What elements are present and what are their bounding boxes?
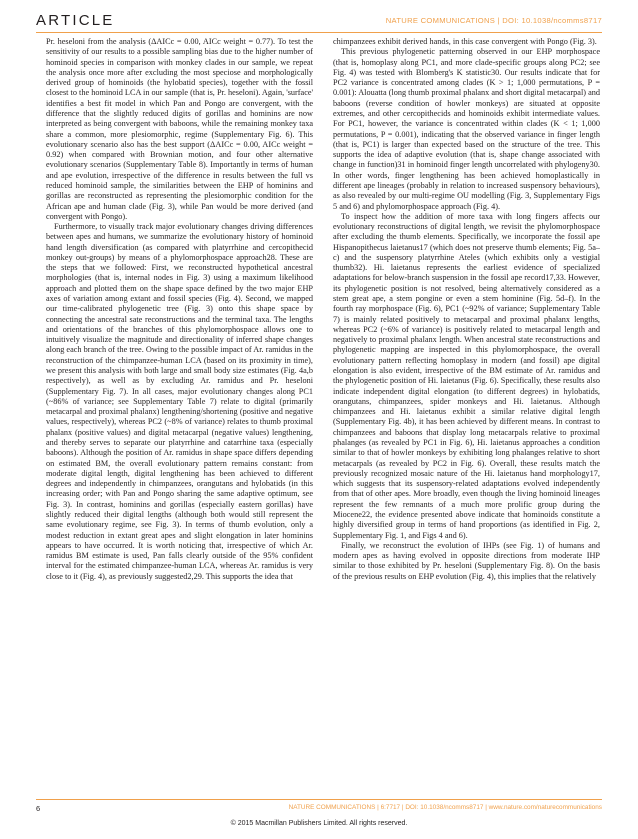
header-journal-ref: NATURE COMMUNICATIONS | DOI: 10.1038/ncomms8717 [385, 16, 602, 25]
left-column [46, 37, 313, 795]
body-columns [46, 37, 600, 795]
right-column [333, 37, 600, 795]
paragraph: This previous phylogenetic patterning observed in our EHP morphospace (that is, homoplasy along PC1, and more clade-specific groups along PC2; see Fig. 4) was tested with Blomberg's K statistic30. Our results indicate that for PC2 variance is concentrated among clades (K > 1; 1,000 permutations, P = 0.001): Alouatta (long thumb proximal phalanx and short digital metacarpal) and baboons (reverse condition of howler monkeys) are situated at opposite extremes, and other cercopithecids and hominoids exhibit intermediate values. For PC1, however, the variance is concentrated within clades (K < 1; 1,000 permutations, P = 0.001), indicating that the observed variance in finger length (that is, PC1) is larger than expected based on the structure of the tree. This supports the idea of adaptive evolution (that is, shape change associated with change in function)31 in hominoid finger length uncorrelated with phylogeny30. In other words, finger lengthening has been achieved homoplastically in different ape lineages (probably in relation to increased suspensory behaviours), as also revealed by our multi-regime OU modelling (Fig. 3, Supplementary Figs 5 and 6) and phylomorphospace approach (Fig. 4). [333, 47, 600, 211]
page-number: 6 [36, 804, 41, 813]
paragraph: To inspect how the addition of more taxa with long fingers affects our evolutionary reconstructions of digital length, we revisit the phylomorphospace after excluding the thumb elements. Specifically, we incorporate the fossil ape Hispanopithecus laietanus17 (which does not preserve thumb elements; Fig. 5a–c) and the suspensory platyrrhine Ateles (which exhibits only a vestigial thumb32). Hi. laietanus represents the earliest evidence of specialized adaptations for below-branch suspension in the fossil ape record17,33. However, its phylogenetic position is not resolved, being alternatively considered as a stem great ape, a stem pongine or even a stem hominine (Fig. 5d–f). In the fourth ray morphospace (Fig. 6), PC1 (~92% of variance; Supplementary Table 7) is mainly related positively to metacarpal and proximal phalanx lengths, whereas PC2 (~6% of variance) is positively related to metacarpal length and negatively to proximal phalanx length. When ancestral state reconstructions and phylogenetic mapping are inspected in this phylomorphospace, the overall evolutionary pattern reflecting homoplasy in modern (and fossil) ape digital elongation is also evident, irrespective of the BM estimate of Ar. ramidus and the phylogenetic position of Hi. laietanus (Fig. 6). Specifically, these results also indicate independent digital elongation (to different degrees) in hylobatids, orangutans, chimpanzees, spider monkeys and Hi. laietanus. Although chimpanzees and Hi. laietanus exhibit a similar relative digital length (Supplementary Fig. 4b), it has been achieved by different means. In contrast to chimpanzees and baboons that display long metacarpals relative to proximal phalanges (as revealed by PC1 in Fig. 6), Hi. laietanus approaches a condition similar to that of howler monkeys by exhibiting long phalanges relative to short metacarpals (as revealed by PC2 in Fig. 6). Overall, these results match the previously recognized mosaic nature of the Hi. laietanus hand morphology17, which suggests that its suspensory-related adaptations evolved independently from that of other apes. More broadly, even though the living hominoid lineages represent the few remnants of a much more prolific group during the Miocene22, the evidence presented above indicate that hominoids constitute a highly diversified group in terms of hand proportions (as identified in Fig. 2, Supplementary Fig. 1, and Figs 4 and 6). [333, 211, 600, 540]
copyright-notice: © 2015 Macmillan Publishers Limited. All rights reserved. [230, 820, 408, 827]
header-rule [36, 32, 602, 33]
footer-journal-ref: NATURE COMMUNICATIONS | 6:7717 | DOI: 10.1038/ncomms8717 | www.nature.com/naturecommunications [288, 804, 602, 811]
paragraph: Pr. heseloni from the analysis (ΔAICc = 0.00, AICc weight = 0.77). To test the sensitivity of our results to a possible sampling bias due to the higher number of hominoid species in comparison with monkey clades in our sample, we repeat the analysis once more after excluding the most speciose and morphologically derived group of hominoids (the hylobatid species), together with the fossil closest to the hominoid LCA in our sample (that is, Pr. heseloni). Again, 'surface' identifies a best fit model in which Pan and Pongo are convergent, with the difference that the slightly reduced digits of gorillas and hominins are now interpreted as being convergent with baboons, while the remaining monkey taxa share a common, more plesiomorphic, regime (Supplementary Fig. 6). This evolutionary scenario also has the best support (ΔAICc = 0.00, AICc weight = 0.92) when compared with Brownian motion, and four other alternative evolutionary scenarios (Supplementary Table 8). Importantly in terms of human and ape evolution, irrespective of the difference in results between the full vs reduced hominoid sample, the similarities between the EHP of hominins and gorillas are reconstructed as representing the plesiomorphic condition for the African ape and human clade (Fig. 3), while Pan would be more derived (and convergent with Pongo). [46, 37, 313, 221]
article-label: ARTICLE [36, 12, 115, 29]
page-header [36, 10, 602, 34]
footer-rule [36, 799, 602, 800]
paragraph: Finally, we reconstruct the evolution of IHPs (see Fig. 1) of humans and modern apes as having evolved in opposite directions from moderate IHP similar to those exhibited by Pr. heseloni (Supplementary Fig. 8). On the basis of the previous results on EHP evolution (Fig. 4), this implies that the relatively [333, 540, 600, 581]
paragraph: chimpanzees exhibit derived hands, in this case convergent with Pongo (Fig. 3). [333, 37, 597, 46]
paragraph: Furthermore, to visually track major evolutionary changes driving differences between apes and humans, we summarize the evolutionary history of hominoid hand length diversification (as compared with platyrrhine and cercopithecid monkey out-groups) by means of a phylomorphospace approach28. These are the steps that we followed: First, we reconstructed hypothetical ancestral morphologies (that is, internal nodes in Fig. 3) using a maximum likelihood approach and plotted them on the shape space defined by the two major EHP axes of variation among extant and fossil species (Fig. 4). Second, we mapped our time-calibrated phylogenetic tree (Fig. 3) onto this shape space by connecting the ancestral sate reconstructions and the terminal taxa. The lengths and orientations of the branches of this phylomorphospace allows one to intuitively visualize the magnitude and directionality of inferred shape changes along each branch of the tree. Owing to the possible impact of Ar. ramidus in the reconstruction of the chimpanzee-human LCA (based on its proximity in time), we present this analysis with both large and small body size estimates (Fig. 4a,b respectively), as well as by excluding Ar. ramidus and Pr. heseloni (Supplementary Fig. 7). In all cases, major evolutionary changes along PC1 (~86% of variance; see Supplementary Table 7) relate to digital (primarily metacarpal and proximal phalanx) lengthening/shortening (positive and negative values, respectively), whereas PC2 (~8% of variance) relates to thumb proximal phalanx (positive values) and digital metacarpal (negative values) lengthening, and thereby serves to separate our platyrrhine and catarrhine taxa (especially baboons). Although the position of Ar. ramidus in shape space differs depending on estimated BM, the overall evolutionary pattern remains constant: from moderate digital length, digital lengthening has been achieved to different degrees and independently in chimpanzees, orangutans and hylobatids (in this increasing order; with Pan and Pongo sharing the same adaptive optimum, see Fig. 3). In contrast, hominins and gorillas (especially eastern gorillas) have slightly reduced their digital lengths (although both would still represent the same evolutionary regime, see Fig. 3). In terms of thumb evolution, only a modest reduction in extant great apes and slight elongation in later hominins appears to have occurred. It is worth noticing that, irrespective of which Ar. ramidus BM estimate is used, Pan falls clearly outside of the 95% confident interval for the estimated chimpanzee-human LCA, whereas Ar. ramidus is very close to it (Fig. 4), as previously suggested2,29. This supports the idea that [46, 222, 313, 581]
